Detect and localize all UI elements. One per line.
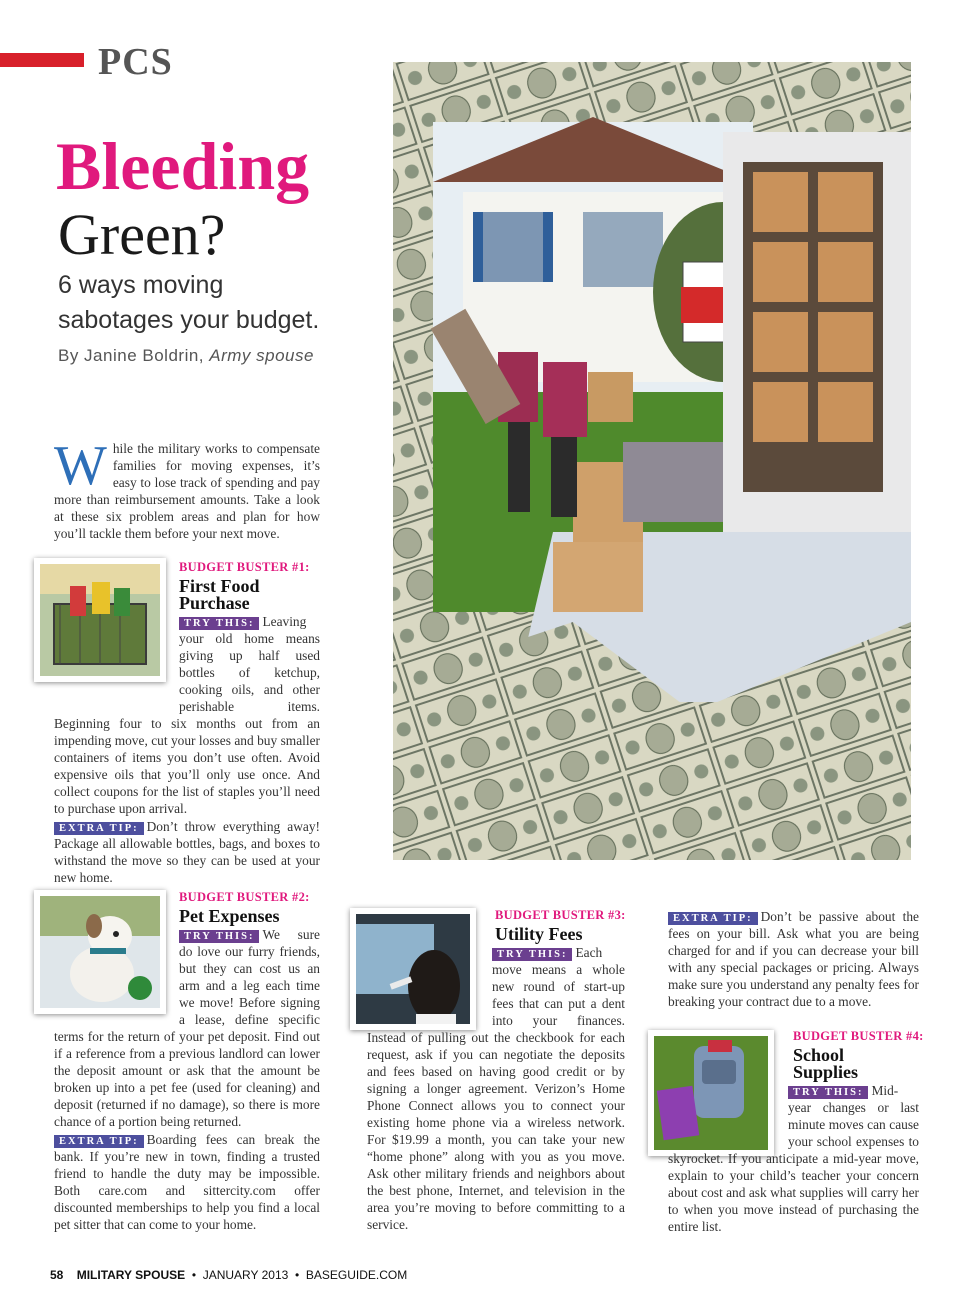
buster-4-kicker: BUDGET BUSTER #4: [793,1029,924,1043]
extra-tip-tag: EXTRA TIP: [668,912,758,925]
website: BASEGUIDE.COM [305,1268,408,1282]
buster-1-kicker: BUDGET BUSTER #1: [179,560,310,574]
buster-3-heading: Utility Fees [495,924,583,944]
buster-1-tip: Leaving your old home means giving up half used bottles of ketchup, cooking oils, and other perishable items. Beginning four to six months out from an impending move, cut your losses and buy smaller containers of items you don’t use often. Avoid expensive oils that you’ll only use once. And collect coupons for the list of staples you’ll need to purchase upon arrival. [54,614,320,816]
buster-1-extra: Don’t throw everything away! Package all allowable bottles, bags, and boxes to withstand the move so they can be used at your new home. [54,819,320,885]
text-wrap-spacer [668,1082,788,1150]
title-line-2: Green? [58,202,226,267]
buster-2-tip: We sure do love our furry friends, but they can cost us an arm and a leg each time we move! Before signing a lease, define specific terms for the return of your pet deposit. Find out if a reference from a previous landlord can lower the deposit amount or ask that the amount be broken up into a pet fee (used for cleaning) and deposit (returned if no damage), so there is more chance of a portion being returned. [54,927,320,1129]
buster-4-heading: School Supplies [793,1045,859,1082]
page-number: 58 [50,1268,64,1282]
hero-photo-moving-truck-money [393,62,911,860]
text-wrap-spacer [54,613,179,705]
drop-cap: W [54,435,107,497]
page-footer: 58 MILITARY SPOUSE • JANUARY 2013 • BASEGUIDE.COM [50,1268,408,1282]
title-line-1: Bleeding [56,128,310,204]
section-color-bar [0,53,84,67]
try-this-tag: TRY THIS: [179,930,259,943]
subtitle-line-1: 6 ways moving [58,271,224,299]
buster-2-extra: Boarding fees can break the bank. If you’re new in town, finding a trusted friend to handle the duty may be impossible. Both care.com and sittercity.com offer discounted memberships to help you find a local pet sitter that can come to your home. [54,1132,320,1232]
try-this-tag: TRY THIS: [179,617,259,630]
buster-1-body [54,613,320,885]
subtitle [58,268,358,338]
intro-paragraph [54,435,320,542]
buster-3-extra-block [668,908,919,1010]
buster-3-kicker: BUDGET BUSTER #3: [495,908,626,922]
byline-role: Army spouse [209,346,314,365]
buster-3-extra: Don’t be passive about the fees on your bill. Ask what you are being charged for and if you can decrease your bill with any special packages or pricing. Always make sure you understand any penalty fees for breaking your contract due to a move. [668,909,919,1009]
try-this-tag: TRY THIS: [788,1086,868,1099]
intro-text: hile the military works to compensate families for moving expenses, it’s easy to lose track of spending and pay more than reimbursement amounts. Take a look at these six problem areas and plan for how you’ll tackle them before your next move. [54,441,320,541]
buster-3-tip: Each move means a whole new round of start-up fees that can put a dent into your finances. Instead of pulling out the checkbook for each request, ask if you can negotiate the deposits and fees based on having good credit or by signing a longer agreement. Verizon’s Home Phone Connect allows you to connect your existing home phone via a wireless network. For $19.99 a month, you can take your new “home phone” along with you as you move. Ask other military friends and neighbors about the best phone, Internet, and television in the area you’re moving to before committing to a service. [367,945,625,1232]
section-label: PCS [98,41,173,83]
try-this-tag: TRY THIS: [492,948,572,961]
extra-tip-tag: EXTRA TIP: [54,1135,144,1148]
buster-4-body [668,1082,919,1242]
text-wrap-spacer [367,944,492,1029]
buster-2-heading: Pet Expenses [179,906,280,926]
magazine-name: MILITARY SPOUSE [76,1268,186,1282]
buster-3-body [367,944,625,1234]
issue-date: JANUARY 2013 [202,1268,289,1282]
extra-tip-tag: EXTRA TIP: [54,822,144,835]
byline-author: By Janine Boldrin, [58,346,210,365]
byline [58,346,314,366]
buster-2-body [54,926,320,1236]
hero-photo-illustration [393,62,911,860]
buster-1-heading: First Food Purchase [179,576,260,613]
subtitle-line-2: sabotages your budget. [58,306,320,334]
buster-2-kicker: BUDGET BUSTER #2: [179,890,310,904]
text-wrap-spacer [54,926,179,1022]
buster-4-tip: Mid-year changes or last minute moves can cause your school expenses to skyrocket. If you anticipate a mid-year move, explain to your child’s teacher your concern about cost and ask what supplies will carry her to when you move instead of purchasing the entire list. [668,1083,919,1234]
